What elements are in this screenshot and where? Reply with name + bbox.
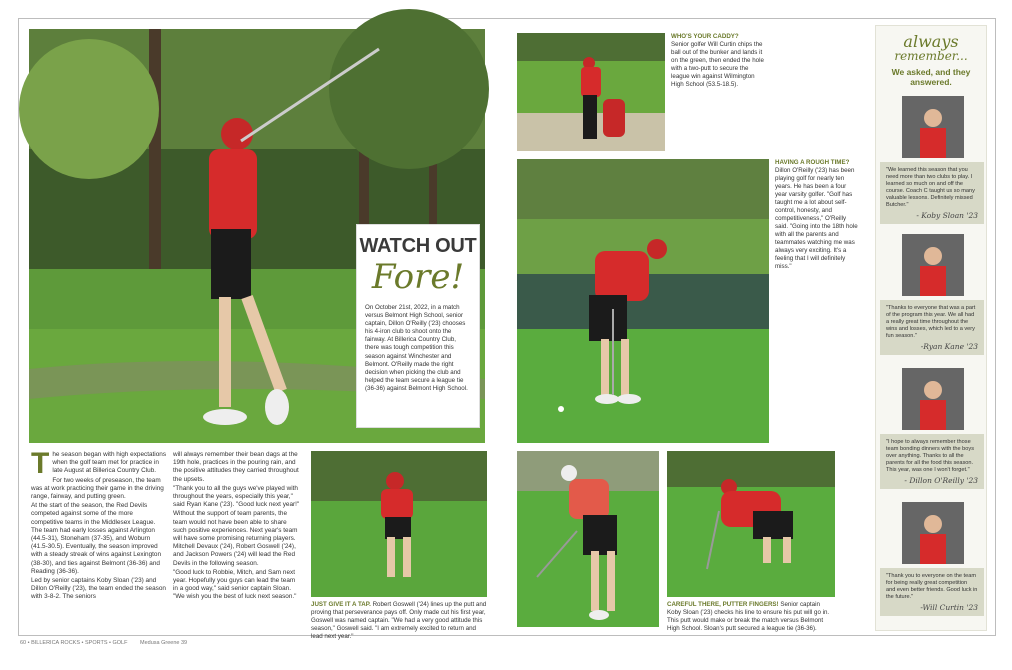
always-remember-sidebar	[875, 25, 987, 631]
intro-text: On October 21st, 2022, in a match versus Belmont High School, senior captain, Dillon O'Reilly ('23) chooses his 4-iron club to shoot onto the fairway. At Billerica Country Club, there was tough competition this season against Winchester and Belmont. O'Reilly made the right decision when picking the club and helped the team secure a league tie (36-36) against Belmont High School.	[365, 304, 468, 392]
story-column-1	[31, 447, 167, 603]
yearbook-spread	[18, 18, 996, 640]
sidebar-remember: remember...	[894, 49, 968, 63]
caddy-caption: WHO'S YOUR CADDY? Senior golfer Will Curtin chips the ball out of the bunker and lands it on the green, then ended the hole with a two-putt to secure the league win against Wilmington High School (53.5-18.5).	[671, 33, 764, 88]
feature-title-card	[356, 224, 480, 428]
title-fore: Fore!	[371, 257, 465, 297]
story-p3: At the start of the season, the Red Devils competed against some of the more competitive teams in the Middlesex League. The team had early losses against Arlington (44.5-31), Stoneham (37-35), and Woburn (41.5-30.5). Eventually, the season improved with a steady streak of wins against Lexington (38-30), and ties against Belmont (36-36) and Reading (36-36).	[31, 502, 162, 575]
rough-caption: HAVING A ROUGH TIME? Dillon O'Reilly ('23) has been playing golf for nearly ten years. He has been a four year varsity golfer. "Golf has taught me a lot about self-control, honesty, and competitiveness," O'Reilly said. "Going into the 18th hole with all the parents and teammates watching me was always very exciting. It's a feeling that I will definitely miss."	[775, 159, 858, 270]
story-p1: he season began with high expectations when the golf team met for practice in late August at Billerica Country Club.	[52, 451, 167, 475]
story-p7: Without the support of team parents, the team would not have been able to share such positive experiences. Next year's team will have some promising returning players. Mitchell Devaux ('24), Robert Goswell ('24), and Jackson Powers ('24) will lead the Red Devils in the following season.	[173, 510, 298, 567]
story-p5: will always remember their bean dags at the 19th hole, practices in the pouring rain, and the positive attitudes they carried throughout the upsets.	[173, 451, 299, 483]
title-watch-out: WATCH OUT	[359, 235, 477, 257]
story-column-2	[173, 451, 301, 603]
curtin-bunker-photo	[517, 33, 665, 151]
sidebar-asked: We asked, and they answered.	[891, 67, 971, 87]
goswell-putt-photo	[311, 451, 487, 597]
footer-right: Medusa Greene 39	[140, 640, 188, 646]
oreilly-putt-photo	[517, 159, 769, 443]
avatar-ryan-kane	[902, 234, 964, 296]
sidebar-always: always	[903, 32, 959, 51]
story-dropcap: T	[31, 447, 50, 480]
story-p4: Led by senior captains Koby Sloan ('23) and Dillon O'Reilly ('23), the team ended the season with 3-8-2. The seniors	[31, 577, 166, 601]
careful-caption: CAREFUL THERE, PUTTER FINGERS! Senior captain Koby Sloan ('23) checks his line to ensure his put will go in. This putt would make or break the match versus Belmont High School. Sloan's putt secured a league tie (36-36).	[667, 601, 830, 632]
quote-ryan-kane: "Thanks to everyone that was a part of the program this year. We all had a really great time throughout the wins and losses, which led to a very fun season." -Ryan Kane '23	[880, 300, 984, 355]
quote-dillon-oreilly: "I hope to always remember those team bonding dinners with the boys over anything. Thanks to all the parents for all the food this season. This year, was one I won't forget." - Dillon O'Reilly '23	[880, 434, 984, 489]
story-p8: "Good luck to Robbie, Mitch, and Sam next year. Hopefully you guys can lead the team in a good way," said senior captain Sloan. "We wish you the best of luck next season."	[173, 568, 297, 601]
avatar-koby-sloan	[902, 96, 964, 158]
quote-koby-sloan: "We learned this season that you need more than two clubs to play. I learned so much on and off the course. Coach C taught us so many valuable lessons. Definitely missed Butcher." - Koby Sloan '23	[880, 162, 984, 224]
tap-caption: JUST GIVE IT A TAP. Robert Goswell ('24) lines up the putt and proving that perseverance pays off. Only made cut his first year, Goswell was named captain. "We had a very good attitude this season," Goswell said. "I am extremely excited to return and lead next year."	[311, 601, 487, 640]
story-p2: For two weeks of preseason, the team was at work practicing their game in the driving range, fairway, and putting green.	[31, 476, 164, 501]
avatar-dillon-oreilly	[902, 368, 964, 430]
sloan-putt-photo	[667, 451, 835, 597]
footer-left: 60 • BILLERICA ROCKS • SPORTS • GOLF	[20, 640, 128, 646]
avatar-will-curtin	[902, 502, 964, 564]
golfer-approach-photo	[517, 451, 659, 627]
story-p6: "Thank you to all the guys we've played with throughout the years, especially this year," said Ryan Kane ('23). "Good luck next year!"	[173, 484, 300, 509]
quote-will-curtin: "Thank you to everyone on the team for being really great competition and even better friends. Good luck in the future." -Will Curtin '23	[880, 568, 984, 616]
